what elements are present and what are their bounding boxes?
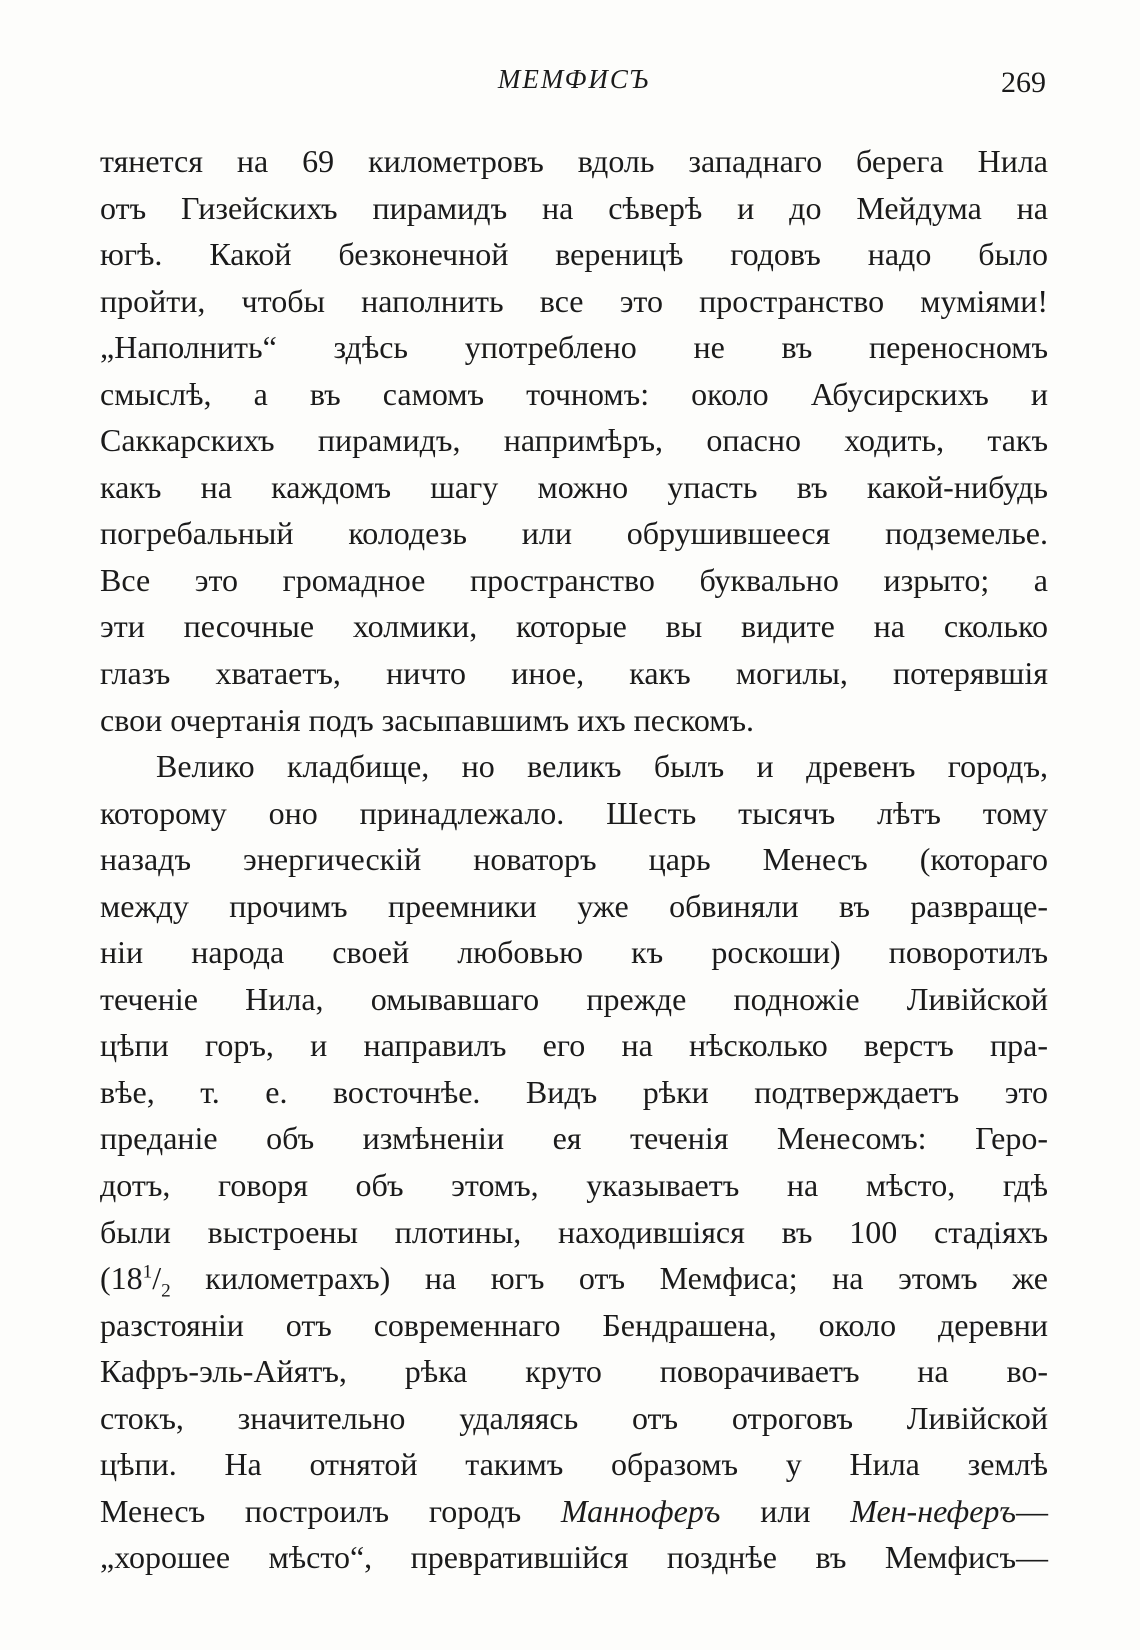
text-line: цѣпи горъ, и направилъ его на нѣсколько верстъ пра- [100,1027,1048,1064]
text-line: стокъ, значительно удаляясь отъ отроговъ Ливiйской [100,1399,1048,1436]
text-line: назадъ энергическiй новаторъ царь Менесъ (котораго [100,841,1048,878]
text-run: — [1016,1492,1048,1529]
text-line: теченiе Нила, омывавшаго прежде подножiе Ливiйской [100,980,1048,1017]
text-run: километрахъ) на югъ отъ Мемфиса; на этомъ же [170,1260,1048,1297]
text-line: нiи народа своей любовью къ роскоши) поворотилъ [100,934,1048,971]
text-line: вѣе, т. е. восточнѣе. Видъ рѣки подтверждаетъ это [100,1073,1048,1110]
text-line: Кафръ-эль-Айятъ, рѣка круто поворачиваетъ на во- [100,1353,1048,1390]
paragraph-end-line: свои очертанiя подъ засыпавшимъ ихъ пескомъ. [100,701,755,738]
paragraph-start-line: Велико кладбище, но великъ былъ и древенъ городъ, [156,748,1048,785]
text-line: преданiе объ измѣненiи ея теченiя Менесомъ: Геро- [100,1120,1048,1157]
text-line: глазъ хватаетъ, ничто иное, какъ могилы, потерявшiя [100,655,1048,692]
text-line: Все это громадное пространство буквально изрыто; а [100,561,1048,598]
text-line: отъ Гизейскихъ пирамидъ на сѣверѣ и до Мейдума на [100,189,1048,226]
text-run: или [720,1492,851,1529]
text-line: пройти, чтобы наполнить все это пространство мумiями! [100,282,1048,319]
fraction-slash: / [152,1260,162,1297]
italic-name: Манноферъ [560,1492,721,1529]
text-line: тянется на 69 километровъ вдоль западнаго берега Нила [100,143,1048,179]
text-line: дотъ, говоря объ этомъ, указываетъ на мѣсто, гдѣ [100,1167,1048,1204]
text-line: цѣпи. На отнятой такимъ образомъ у Нила землѣ [100,1446,1048,1483]
text-line: „хорошее мѣсто“, превратившiйся позднѣе въ Мемфисъ— [100,1539,1048,1576]
page-header [100,64,1048,110]
text-line: разстоянiи отъ современнаго Бендрашена, около деревни [100,1306,1048,1343]
text-line: которому оно принадлежало. Шесть тысячъ лѣтъ тому [100,794,1048,831]
text-run: Менесъ построилъ городъ [100,1492,561,1529]
text-line: между прочимъ преемники уже обвиняли въ развраще- [100,887,1048,924]
fraction-open: (18 [100,1260,143,1297]
fraction-denominator: 2 [161,1280,171,1302]
text-line-fraction [100,1255,1048,1302]
running-title: МЕМФИСЪ [497,64,651,94]
italic-name: Мен-неферъ [850,1492,1016,1529]
text-line: „Наполнить“ здѣсь употреблено не въ переносномъ [100,329,1048,366]
fraction-numerator: 1 [142,1261,153,1283]
text-line: югѣ. Какой безконечной вереницѣ годовъ надо было [100,236,1048,273]
text-line: какъ на каждомъ шагу можно упасть въ какой-нибудь [100,468,1048,505]
text-line: смыслѣ, а въ самомъ точномъ: около Абусирскихъ и [100,375,1048,412]
text-line: Саккарскихъ пирамидъ, напримѣръ, опасно ходить, такъ [100,422,1048,459]
text-line-with-names [100,1488,1048,1535]
page-number: 269 [1001,66,1046,99]
body-text [100,138,1048,1581]
text-line: погребальный колодезь или обрушившееся подземелье. [100,515,1048,552]
text-line: были выстроены плотины, находившiяся въ 100 стадiяхъ [100,1213,1048,1250]
text-line: эти песочные холмики, которые вы видите на сколько [100,608,1048,645]
